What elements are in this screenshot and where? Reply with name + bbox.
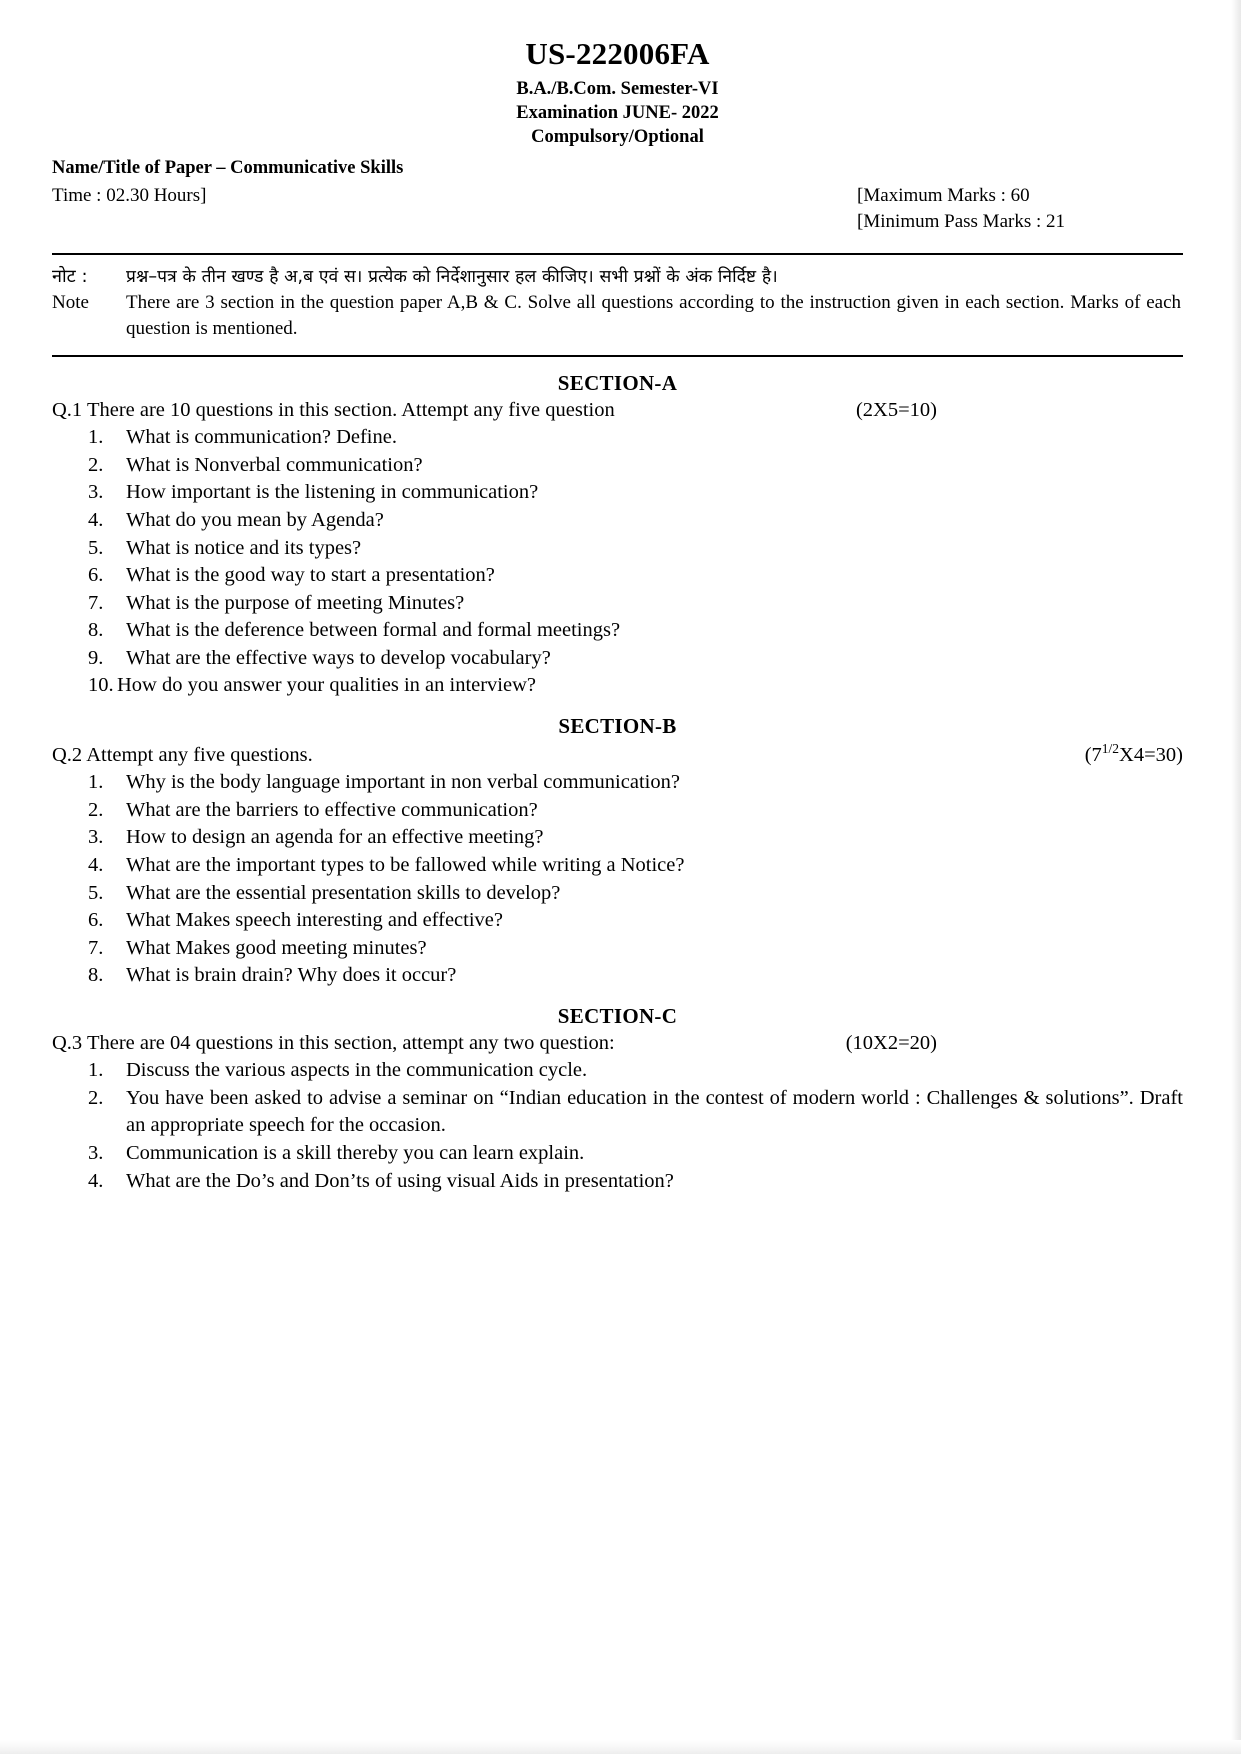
item-number: 2. (88, 798, 104, 821)
list-item (52, 452, 1183, 480)
section-c-question-number: Q.3 (52, 1031, 83, 1054)
item-number: 7. (88, 936, 104, 959)
item-number: 2. (88, 1086, 104, 1109)
note-text-english (126, 290, 1183, 341)
section-c-marks: (10X2=20) (845, 1031, 937, 1054)
item-number: 1. (88, 771, 104, 794)
list-item (52, 1168, 1183, 1196)
item-text: What is notice and its types? (126, 536, 362, 559)
item-text: What do you mean by Agenda? (126, 509, 384, 532)
item-text: How to design an agenda for an effective meeting? (126, 826, 544, 849)
item-text: What are the effective ways to develop vocabulary? (126, 646, 551, 669)
paper-code: US-222006FA (525, 36, 710, 71)
list-item (52, 1057, 1183, 1085)
item-text: What is the deference between formal and formal meetings? (126, 619, 621, 642)
list-item (52, 535, 1183, 563)
paper-category: Compulsory/Optional (531, 127, 704, 148)
section-a-question-number: Q.1 (52, 398, 83, 421)
note-text-english-line2: in each section. Marks of each question is mentioned. (126, 292, 1182, 339)
note-line-english (52, 290, 1183, 341)
item-text: What is communication? Define. (126, 426, 397, 449)
item-number: 6. (88, 564, 104, 587)
item-text: What is the purpose of meeting Minutes? (126, 591, 465, 614)
item-text: What are the Do’s and Don’ts of using visual Aids in presentation? (126, 1169, 674, 1192)
page-content (0, 38, 1241, 1195)
section-b-marks-fraction: 1/2 (1101, 740, 1120, 756)
section-a-heading: SECTION-A (557, 370, 678, 395)
item-number: 1. (88, 426, 104, 449)
note-label-english: Note (52, 292, 89, 314)
section-b-question-list (52, 769, 1183, 990)
list-item (52, 797, 1183, 825)
section-b-marks-suffix: X4=30) (1119, 743, 1183, 766)
item-text: Discuss the various aspects in the communication cycle. (126, 1059, 588, 1082)
item-number: 4. (88, 1169, 104, 1192)
item-text: Why is the body language important in non verbal communication? (126, 771, 680, 794)
list-item (52, 935, 1183, 963)
list-item (52, 769, 1183, 797)
item-text: How important is the listening in communication? (126, 481, 539, 504)
item-text: You have been asked to advise a seminar on “Indian education in the contest of modern world : Challenges & solutions”. Draft an appropriate speech for the occasion. (126, 1086, 1183, 1137)
item-text: What is Nonverbal communication? (126, 453, 423, 476)
list-item (52, 590, 1183, 618)
section-b-question-number: Q.2 (52, 743, 83, 766)
item-text: What Makes good meeting minutes? (126, 936, 427, 959)
item-number: 8. (88, 964, 104, 987)
time-and-marks-row (52, 183, 1183, 235)
item-text: What is brain drain? Why does it occur? (126, 964, 457, 987)
list-item (52, 1085, 1183, 1140)
item-number: 6. (88, 909, 104, 932)
item-number: 3. (88, 826, 104, 849)
section-b-instruction-row (52, 740, 1183, 769)
list-item (52, 672, 1183, 700)
minimum-pass-marks: [Minimum Pass Marks : 21 (857, 211, 1065, 233)
section-b-marks-prefix: (7 (1084, 743, 1102, 766)
course-name: B.A./B.Com. Semester-VI (516, 78, 719, 99)
list-item (52, 852, 1183, 880)
section-c-instruction-row (52, 1030, 1183, 1057)
exam-subheading (52, 77, 1183, 150)
item-number: 3. (88, 481, 104, 504)
note-label-hindi: नोट : (52, 266, 88, 288)
item-text: What Makes speech interesting and effective? (126, 909, 503, 932)
list-item (52, 962, 1183, 990)
section-b-heading: SECTION-B (558, 713, 677, 738)
divider-bottom (52, 355, 1183, 357)
list-item (52, 907, 1183, 935)
section-c-instruction (52, 1030, 774, 1057)
list-item (52, 880, 1183, 908)
section-c-question-list (52, 1057, 1183, 1195)
list-item (52, 824, 1183, 852)
item-number: 3. (88, 1141, 104, 1164)
item-number: 10. (88, 674, 114, 697)
list-item (52, 424, 1183, 452)
section-a-instruction-text: There are 10 questions in this section. Attempt any five question (86, 398, 615, 421)
item-number: 4. (88, 509, 104, 532)
item-number: 7. (88, 591, 104, 614)
item-number: 5. (88, 881, 104, 904)
scan-edge-bottom (0, 1740, 1241, 1754)
note-text-english-line1: There are 3 section in the question paper A,B & C. Solve all questions according to the instruction given (126, 292, 939, 314)
examination-session: Examination JUNE- 2022 (516, 102, 719, 123)
item-number: 5. (88, 536, 104, 559)
item-number: 1. (88, 1059, 104, 1082)
section-b-instruction-text: Attempt any five questions. (86, 743, 313, 766)
list-item (52, 562, 1183, 590)
note-text-hindi: प्रश्न–पत्र के तीन खण्ड है अ,ब एवं स। प्रत्येक को निर्देशानुसार हल कीजिए। सभी प्रश्नों के अंक निर्दिष्ट है। (126, 267, 778, 288)
list-item (52, 507, 1183, 535)
section-b-marks (999, 740, 1183, 769)
item-number: 2. (88, 453, 104, 476)
section-a-instruction-row (52, 397, 1183, 424)
section-c-instruction-text: There are 04 questions in this section, attempt any two question: (86, 1031, 615, 1054)
item-number: 4. (88, 853, 104, 876)
item-text: What are the important types to be fallowed while writing a Notice? (126, 853, 685, 876)
list-item (52, 645, 1183, 673)
paper-title: Name/Title of Paper – Communicative Skills (52, 157, 404, 178)
item-number: 9. (88, 646, 104, 669)
section-a-marks: (2X5=10) (855, 398, 937, 421)
marks-block (857, 183, 1183, 235)
note-line-hindi (52, 264, 1183, 290)
item-text: Communication is a skill thereby you can learn explain. (126, 1141, 585, 1164)
section-a-question-list (52, 424, 1183, 700)
list-item (52, 1140, 1183, 1168)
section-a-instruction (52, 397, 770, 424)
section-b-instruction (52, 742, 999, 769)
maximum-marks: [Maximum Marks : 60 (857, 184, 1030, 206)
item-text: How do you answer your qualities in an interview? (117, 674, 537, 697)
exam-duration: Time : 02.30 Hours] (52, 184, 207, 206)
list-item (52, 617, 1183, 645)
list-item (52, 479, 1183, 507)
item-text: What is the good way to start a presentation? (126, 564, 495, 587)
note-block (52, 255, 1183, 345)
section-c-heading: SECTION-C (557, 1003, 678, 1028)
item-number: 8. (88, 619, 104, 642)
item-text: What are the barriers to effective communication? (126, 798, 538, 821)
item-text: What are the essential presentation skills to develop? (126, 881, 561, 904)
